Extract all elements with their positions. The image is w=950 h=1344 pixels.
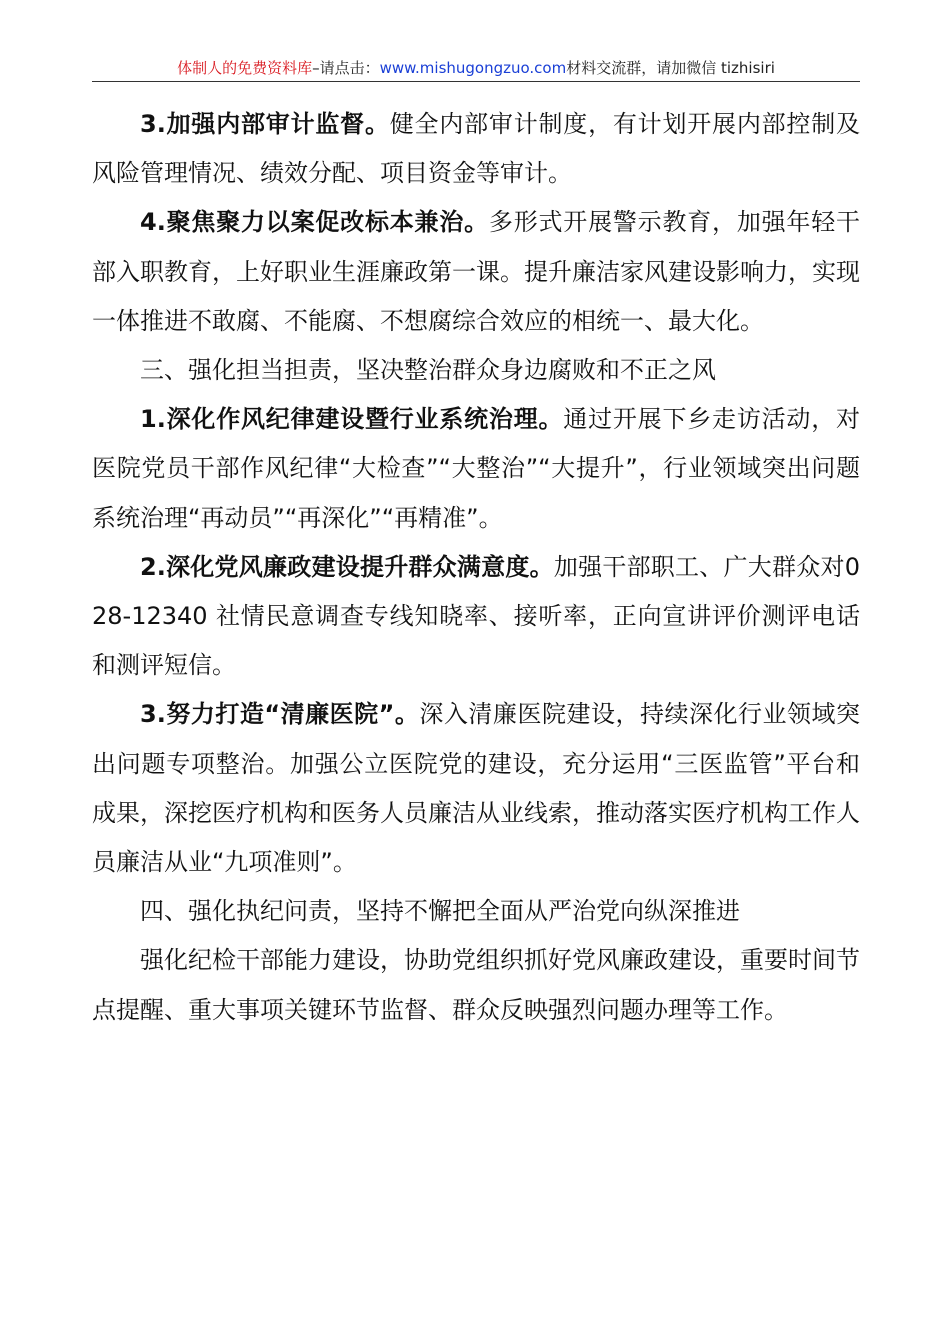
paragraph-text: 通过开展下乡走访活动，对医院党员干部作风纪律“大检查”“大整治”“大提升”，行业领域突出问题系统治理“再动员”“再深化”“再精准”。 [92, 405, 860, 532]
paragraph-audit [92, 100, 860, 198]
paragraph-work-style [92, 395, 860, 543]
paragraph-text: 强化纪检干部能力建设，协助党组织抓好党风廉政建设，重要时间节点提醒、重大事项关键环节监督、群众反映强烈问题办理等工作。 [92, 946, 860, 1024]
header-prompt: –请点击： [312, 59, 380, 77]
header-divider [92, 81, 860, 82]
document-body [92, 100, 860, 1035]
paragraph-satisfaction [92, 543, 860, 691]
paragraph-text: 多形式开展警示教育，加强年轻干部入职教育，上好职业生涯廉政第一课。提升廉洁家风建设影响力，实现一体推进不敢腐、不能腐、不想腐综合效应的相统一、最大化。 [92, 208, 860, 335]
paragraph-text: 三、强化担当担责，坚决整治群众身边腐败和不正之风 [140, 356, 716, 385]
paragraph-heading: 3.加强内部审计监督。 [140, 110, 390, 138]
paragraph-case-reform [92, 198, 860, 346]
paragraph-clean-hospital [92, 690, 860, 887]
paragraph-heading: 3.努力打造“清廉医院”。 [140, 700, 420, 729]
paragraph-text: 四、强化执纪问责，坚持不懈把全面从严治党向纵深推进 [140, 897, 740, 926]
paragraph-heading: 2.深化党风廉政建设提升群众满意度。 [140, 552, 554, 581]
page-header [92, 57, 860, 79]
paragraph-heading: 4.聚焦聚力以案促改标本兼治。 [140, 208, 489, 237]
section-heading-four [92, 887, 860, 936]
section-heading-three [92, 346, 860, 395]
header-contact: 材料交流群，请加微信 tizhisiri [566, 59, 775, 77]
paragraph-text: 深入清廉医院建设，持续深化行业领域突出问题专项整治。加强公立医院党的建设，充分运用“三医监管”平台和成果，深挖医疗机构和医务人员廉洁从业线索，推动落实医疗机构工作人员廉洁从业“九项准则”。 [92, 700, 860, 877]
header-url-link[interactable]: www.mishugongzuo.com [379, 59, 567, 77]
paragraph-text: 加强干部职工、广大群众对028-12340 社情民意调查专线知晓率、接听率，正向宣讲评价测评电话和测评短信。 [92, 552, 860, 680]
header-brand: 体制人的免费资料库 [177, 59, 313, 77]
paragraph-heading: 1.深化作风纪律建设暨行业系统治理。 [140, 405, 564, 434]
paragraph-discipline [92, 936, 860, 1034]
paragraph-text: 健全内部审计制度，有计划开展内部控制及风险管理情况、绩效分配、项目资金等审计。 [92, 110, 860, 188]
